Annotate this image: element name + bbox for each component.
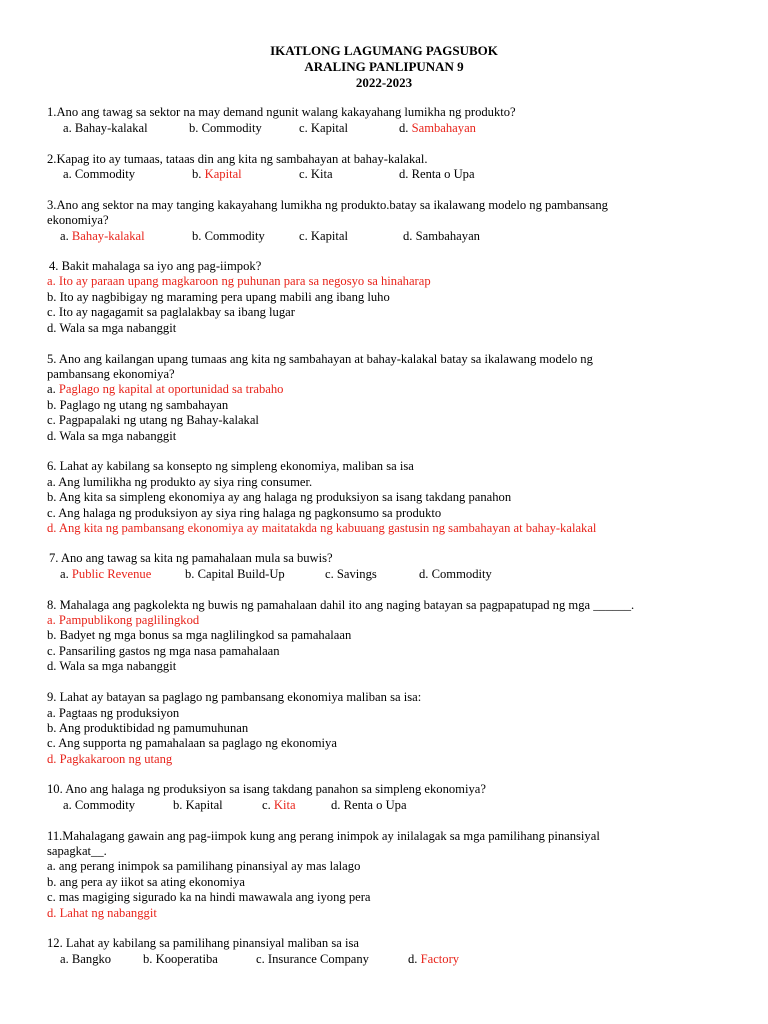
q5-option-c: c. Pagpapalaki ng utang ng Bahay-kalakal [47,413,259,427]
question-12: 12. Lahat ay kabilang sa pamilihang pinansiyal maliban sa isa [47,936,359,950]
q3-option-d: d. Sambahayan [403,229,480,243]
question-5-line-2: pambansang ekonomiya? [47,367,175,381]
q4-option-d: d. Wala sa mga nabanggit [47,321,177,335]
q12-option-a: a. Bangko [60,952,112,966]
q3-option-b: b. Commodity [192,229,265,243]
q12-option-d-correct: d. Factory [408,952,460,966]
q9-option-d-correct: d. Pagkakaroon ng utang [47,752,173,766]
q11-option-c: c. mas magiging sigurado ka na hindi mawawala ang iyong pera [47,890,371,904]
q11-option-d-correct: d. Lahat ng nabanggit [47,906,157,920]
q6-option-d-correct: d. Ang kita ng pambansang ekonomiya ay maitatakda ng kabuuang gastusin ng sambahayan at bahay-kalakal [47,521,597,535]
q10-option-a: a. Commodity [63,798,136,812]
q12-option-c: c. Insurance Company [256,952,369,966]
q4-option-b: b. Ito ay nagbibigay ng maraming pera upang mabili ang ibang luho [47,290,390,304]
q5-option-d: d. Wala sa mga nabanggit [47,429,177,443]
q7-option-b: b. Capital Build-Up [185,567,285,581]
question-9: 9. Lahat ay batayan sa paglago ng pambansang ekonomiya maliban sa isa: [47,690,422,704]
question-5-line-1: 5. Ano ang kailangan upang tumaas ang kita ng sambahayan at bahay-kalakal batay sa ikalawang modelo ng [47,352,593,366]
question-3-line-1: 3.Ano ang sektor na may tanging kakayahang lumikha ng produkto.batay sa ikalawang modelo ng pambansang [47,198,608,212]
q8-option-a-correct: a. Pampublikong paglilingkod [47,613,200,627]
q1-option-c: c. Kapital [299,121,348,135]
q10-option-d: d. Renta o Upa [331,798,407,812]
q2-option-a: a. Commodity [63,167,136,181]
q2-option-d: d. Renta o Upa [399,167,475,181]
q6-option-c: c. Ang halaga ng produksiyon ay siya ring halaga ng pagkonsumo sa produkto [47,506,442,520]
q6-option-a: a. Ang lumilikha ng produkto ay siya ring consumer. [47,475,313,489]
q10-option-c-correct: c. Kita [262,798,296,812]
q6-option-b: b. Ang kita sa simpleng ekonomiya ay ang halaga ng produksiyon sa isang takdang panahon [47,490,512,504]
q7-option-a-correct: a. Public Revenue [60,567,152,581]
question-3-line-2: ekonomiya? [47,213,109,227]
q8-option-b: b. Badyet ng mga bonus sa mga naglilingkod sa pamahalaan [47,628,352,642]
q5-option-b: b. Paglago ng utang ng sambahayan [47,398,229,412]
q8-option-d: d. Wala sa mga nabanggit [47,659,177,673]
q9-option-b: b. Ang produktibidad ng pamumuhunan [47,721,249,735]
question-6: 6. Lahat ay kabilang sa konsepto ng simpleng ekonomiya, maliban sa isa [47,459,414,473]
question-4: 4. Bakit mahalaga sa iyo ang pag-iimpok? [49,259,262,273]
question-11-line-2: sapagkat__. [47,844,107,858]
question-2: 2.Kapag ito ay tumaas, tataas din ang kita ng sambahayan at bahay-kalakal. [47,152,428,166]
q1-option-a: a. Bahay-kalakal [63,121,148,135]
q4-option-c: c. Ito ay nagagamit sa paglalakbay sa ibang lugar [47,305,295,319]
question-8: 8. Mahalaga ang pagkolekta ng buwis ng pamahalaan dahil ito ang naging batayan sa pagpapatupad ng mga ______. [47,598,635,612]
q1-option-b: b. Commodity [189,121,262,135]
q3-option-a-correct: a. Bahay-kalakal [60,229,145,243]
q5-option-a-correct: a. Paglago ng kapital at oportunidad sa trabaho [47,382,284,396]
question-1: 1.Ano ang tawag sa sektor na may demand ngunit walang kakayahang lumikha ng produkto? [47,105,516,119]
question-7: 7. Ano ang tawag sa kita ng pamahalaan mula sa buwis? [49,551,333,565]
q11-option-a: a. ang perang inimpok sa pamilihang pinansiyal ay mas lalago [47,859,361,873]
q8-option-c: c. Pansariling gastos ng mga nasa pamahalaan [47,644,280,658]
q9-option-a: a. Pagtaas ng produksiyon [47,706,180,720]
q2-option-b-correct: b. Kapital [192,167,242,181]
q7-option-d: d. Commodity [419,567,492,581]
question-11-line-1: 11.Mahalagang gawain ang pag-iimpok kung ang perang inimpok ay inilalagak sa mga pamilihang pinansiyal [47,829,600,843]
q7-option-c: c. Savings [325,567,377,581]
question-10: 10. Ano ang halaga ng produksiyon sa isang takdang panahon sa simpleng ekonomiya? [47,782,486,796]
exam-year: 2022-2023 [355,75,413,90]
q11-option-b: b. ang pera ay iikot sa ating ekonomiya [47,875,245,889]
exam-title: IKATLONG LAGUMANG PAGSUBOK [270,43,498,58]
q9-option-c: c. Ang supporta ng pamahalaan sa paglago ng ekonomiya [47,736,337,750]
q10-option-b: b. Kapital [173,798,223,812]
exam-subject: ARALING PANLIPUNAN 9 [304,59,464,74]
q4-option-a-correct: a. Ito ay paraan upang magkaroon ng puhunan para sa negosyo sa hinaharap [47,274,431,288]
q3-option-c: c. Kapital [299,229,348,243]
q12-option-b: b. Kooperatiba [143,952,218,966]
q1-option-d-correct: d. Sambahayan [399,121,476,135]
q2-option-c: c. Kita [299,167,333,181]
